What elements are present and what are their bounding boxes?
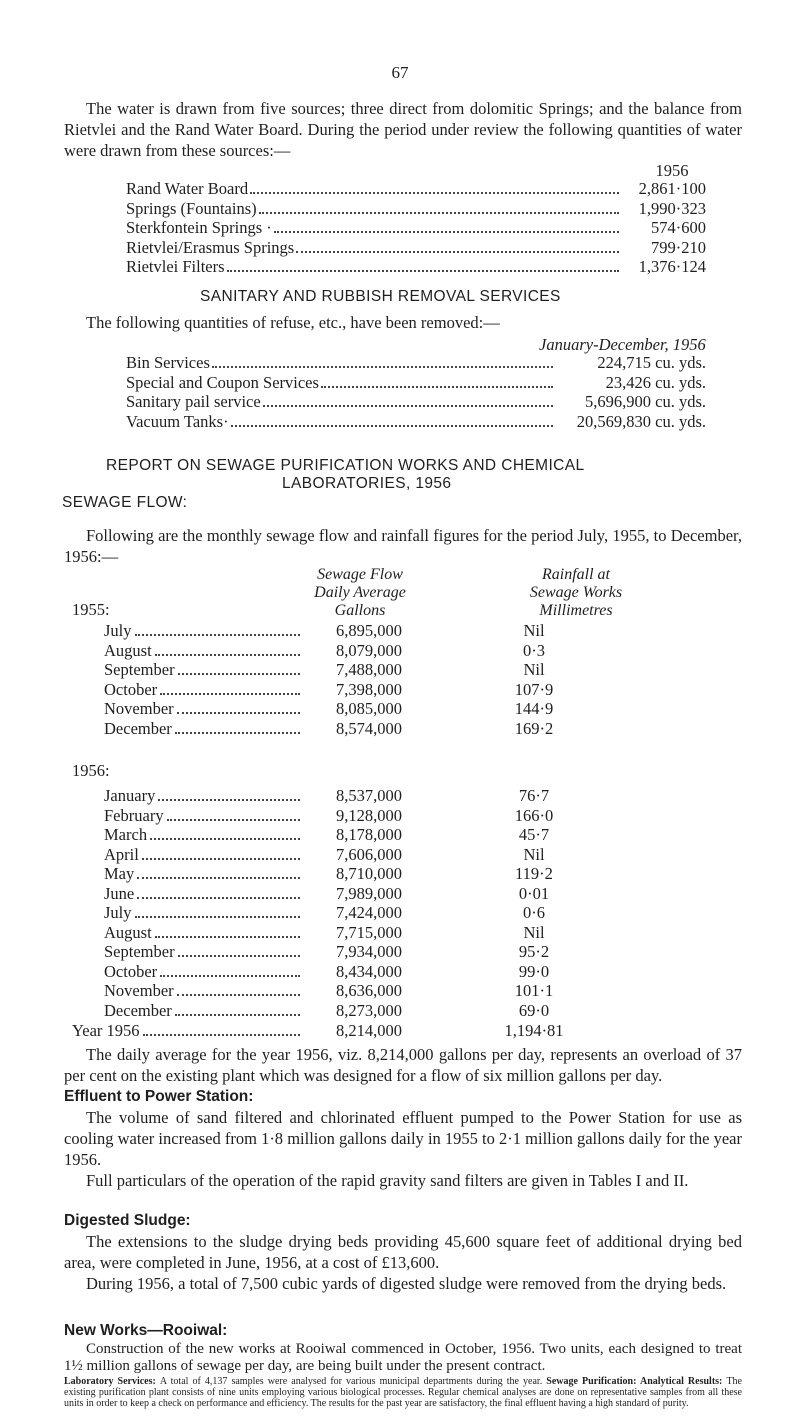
rainfall-value: 0·3 [523, 640, 545, 660]
water-source-row [126, 256, 706, 276]
flow-value: 7,398,000 [336, 679, 402, 699]
effluent-heading: Effluent to Power Station: [64, 1088, 254, 1105]
rainfall-value: 95·2 [518, 942, 550, 961]
year-total-rain: 1,194·81 [504, 1021, 564, 1040]
month-label: August [104, 640, 152, 660]
water-year-header: 1956 [655, 161, 689, 180]
report-title-line1: REPORT ON SEWAGE PURIFICATION WORKS AND CHEMICAL [106, 457, 585, 474]
col-flow-line2: Daily Average [314, 584, 406, 601]
water-source-label: Rietvlei/Erasmus Springs [126, 237, 295, 257]
water-source-value: 574·600 [651, 218, 706, 237]
report-title-line2: LABORATORIES, 1956 [282, 475, 452, 492]
water-source-value: 1,990·323 [638, 198, 706, 218]
sanitary-item-row [126, 391, 706, 411]
water-source-label: Rietvlei Filters [126, 257, 225, 276]
rainfall-value: 0·6 [523, 903, 545, 922]
sanitary-item-label: Bin Services [126, 353, 210, 372]
flow-value: 7,424,000 [336, 903, 402, 922]
rainfall-value: Nil [523, 844, 545, 864]
daily-average-paragraph: The daily average for the year 1956, viz. 8,214,000 gallons per day, represents an overload of 37 per cent on the existing plant which was designed for a flow of six million gallons per day. [64, 1045, 742, 1085]
water-source-label: Rand Water Board [126, 179, 249, 198]
rainfall-value: Nil [523, 922, 545, 942]
purification-paragraph: The existing purification plant consists of nine units employing various biological processes. Regular chemical analyses are done on representative samples from all these units in order to keep a check on performance and efficiency. The results for the past year are satisfactory, the final effluent having a high standard of purity. [64, 1376, 742, 1409]
lab-paragraph: A total of 4,137 samples were analysed for various municipal departments during the year. [159, 1376, 547, 1387]
month-label: January [104, 786, 156, 805]
year-total-flow: 8,214,000 [336, 1021, 402, 1040]
compact-tail [64, 1376, 742, 1409]
intro-paragraph: The water is drawn from five sources; three direct from dolomitic Springs; and the balance from Rietvlei and the Rand Water Board. During the period under review the following quantities of water were drawn from these sources:— [64, 99, 742, 160]
rainfall-value: 169·2 [514, 718, 554, 738]
rainfall-value: 76·7 [518, 786, 550, 805]
sanitary-item-row [126, 372, 706, 392]
month-label: December [104, 718, 172, 738]
col-rain-line1: Rainfall at [542, 566, 610, 583]
flow-value: 8,079,000 [336, 640, 402, 660]
month-label: May [104, 864, 135, 883]
rainfall-value: 166·0 [514, 805, 554, 825]
rainfall-value: 119·2 [515, 864, 553, 883]
sludge-heading: Digested Sludge: [64, 1212, 191, 1229]
col-flow-header [290, 566, 430, 620]
year-total-label: Year 1956 [72, 1021, 140, 1040]
sanitary-period: January-December, 1956 [539, 335, 706, 354]
month-label: December [104, 1000, 172, 1020]
water-source-label: Sterkfontein Springs · [126, 218, 272, 237]
month-label: February [104, 805, 164, 825]
month-label: September [104, 660, 175, 679]
sanitary-title: SANITARY AND RUBBISH REMOVAL SERVICES [200, 288, 561, 305]
month-label: November [104, 699, 174, 718]
water-source-value: 1,376·124 [638, 257, 706, 276]
water-source-row [126, 178, 706, 198]
effluent-paragraph-1: The volume of sand filtered and chlorinated effluent pumped to the Power Station for use as cooling water increased from 1·8 million gallons daily in 1955 to 2·1 million gallons daily for the year 1956. [64, 1108, 742, 1169]
month-label: April [104, 844, 139, 864]
water-source-value: 2,861·100 [638, 179, 706, 198]
water-source-label: Springs (Fountains) [126, 198, 257, 218]
flow-value: 8,434,000 [336, 961, 402, 981]
water-source-value: 799·210 [651, 237, 706, 257]
month-label: July [104, 903, 132, 922]
sludge-paragraph-2: During 1956, a total of 7,500 cubic yards of digested sludge were removed from the drying beds. [86, 1274, 727, 1293]
month-label: November [104, 981, 174, 1000]
col-flow-line3: Gallons [334, 602, 386, 619]
flow-value: 7,934,000 [336, 942, 402, 961]
sanitary-item-label: Special and Coupon Services [126, 372, 319, 392]
purification-heading: Sewage Purification: Analytical Results: [546, 1376, 727, 1387]
sanitary-item-value: 5,696,900 cu. yds. [585, 392, 706, 411]
rainfall-value: 0·01 [518, 883, 550, 903]
sanitary-item-value: 20,569,830 cu. yds. [576, 411, 706, 431]
flow-value: 8,636,000 [336, 981, 402, 1000]
flow-value: 8,178,000 [336, 825, 402, 844]
year-1955-label: 1955: [72, 600, 110, 619]
sanitary-item-value: 23,426 cu. yds. [605, 372, 706, 392]
rainfall-value: 101·1 [514, 981, 554, 1000]
rainfall-value: 107·9 [514, 679, 554, 699]
sanitary-item-row [126, 352, 706, 372]
col-rain-header [496, 566, 656, 620]
lab-heading-compact: Laboratory Services: [64, 1376, 160, 1387]
flow-value: 7,715,000 [336, 922, 402, 942]
water-source-row [126, 237, 706, 257]
month-label: August [104, 922, 152, 942]
rainfall-value: 99·0 [518, 961, 550, 981]
month-label: October [104, 961, 158, 981]
col-flow-line1: Sewage Flow [317, 566, 403, 583]
month-label: June [104, 883, 135, 903]
page-number: 67 [391, 63, 409, 82]
flow-value: 7,488,000 [336, 660, 402, 679]
sewage-flow-heading: SEWAGE FLOW: [62, 494, 188, 511]
flow-value: 9,128,000 [336, 805, 402, 825]
flow-value: 7,989,000 [336, 883, 402, 903]
month-label: September [104, 942, 175, 961]
rainfall-value: Nil [523, 660, 545, 679]
rainfall-value: 69·0 [518, 1000, 550, 1020]
rainfall-value: 144·9 [514, 699, 554, 718]
water-source-row [126, 198, 706, 218]
sanitary-intro: The following quantities of refuse, etc., have been removed:— [86, 313, 500, 332]
month-label: July [104, 621, 132, 640]
year-1956-label: 1956: [72, 761, 110, 780]
flow-value: 7,606,000 [336, 844, 402, 864]
sanitary-item-row [126, 411, 706, 431]
rainfall-value: 45·7 [518, 825, 550, 844]
sanitary-item-label: Sanitary pail service [126, 392, 261, 411]
sludge-paragraph-1: The extensions to the sludge drying beds providing 45,600 square feet of additional drying bed area, were completed in June, 1956, at a cost of £13,600. [64, 1232, 742, 1272]
flow-value: 8,537,000 [336, 786, 402, 805]
flow-value: 8,273,000 [336, 1000, 402, 1020]
works-paragraph: Construction of the new works at Rooiwal commenced in October, 1956. Two units, each designed to treat 1½ million gallons of sewage per day, are being built under the present contract. [64, 1341, 742, 1374]
flow-intro: Following are the monthly sewage flow and rainfall figures for the period July, 1955, to December, 1956:— [64, 526, 742, 566]
col-rain-line2: Sewage Works [529, 584, 623, 601]
sanitary-item-value: 224,715 cu. yds. [597, 353, 706, 372]
effluent-paragraph-2: Full particulars of the operation of the rapid gravity sand filters are given in Tables I and II. [86, 1171, 689, 1190]
flow-value: 8,085,000 [336, 699, 402, 718]
flow-value: 8,574,000 [336, 718, 402, 738]
sanitary-item-label: Vacuum Tanks· [126, 411, 229, 431]
rainfall-value: Nil [523, 621, 545, 640]
water-source-row [126, 217, 706, 237]
col-rain-line3: Millimetres [539, 602, 613, 619]
month-label: March [104, 825, 148, 844]
works-heading: New Works—Rooiwal: [64, 1322, 228, 1339]
flow-value: 6,895,000 [336, 621, 402, 640]
flow-value: 8,710,000 [336, 864, 402, 883]
month-label: October [104, 679, 158, 699]
